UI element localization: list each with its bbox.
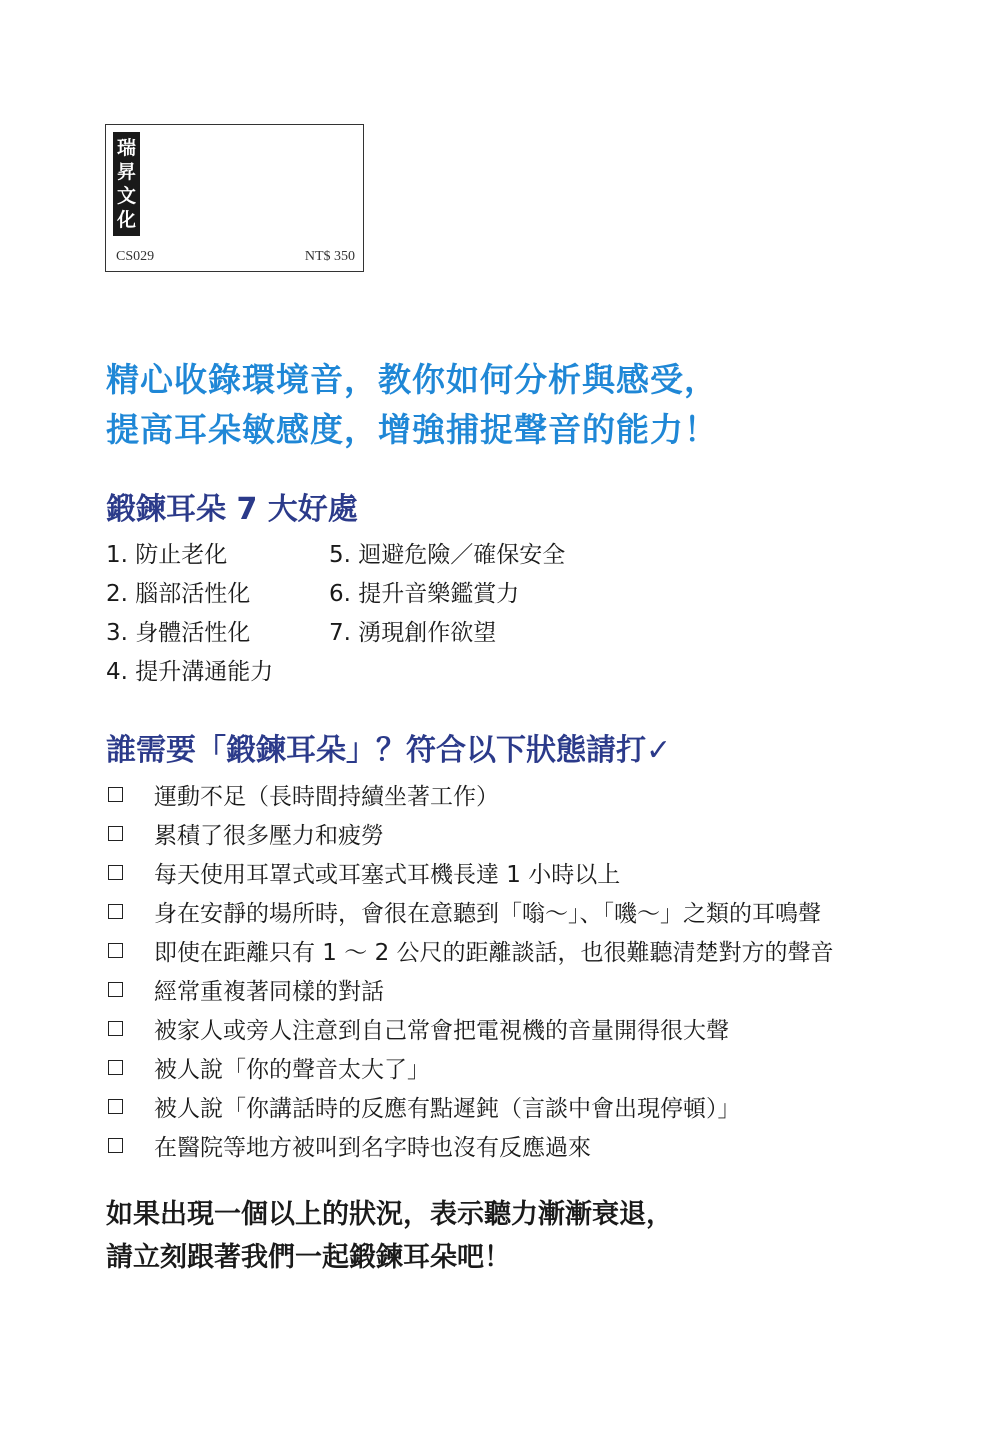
product-code: CS029 (116, 249, 155, 264)
benefit-item: 3. 身體活性化 (106, 620, 251, 646)
checklist-item (108, 934, 834, 967)
benefit-item: 2. 腦部活性化 (106, 581, 251, 607)
checklist-item (108, 973, 384, 1006)
benefit-item: 6. 提升音樂鑑賞力 (329, 581, 520, 607)
benefit-item: 5. 迴避危險／確保安全 (329, 542, 566, 568)
headline-line: 精心收錄環境音，教你如何分析與感受， (106, 360, 718, 399)
checklist-item (108, 1051, 430, 1084)
benefits-title: 鍛鍊耳朵 7 大好處 (106, 492, 358, 527)
checklist-title: 誰需要「鍛鍊耳朵」？符合以下狀態請打✓ (106, 733, 672, 768)
checkbox[interactable] (108, 1138, 123, 1153)
checklist-item (108, 895, 821, 928)
checklist-item (108, 1012, 729, 1045)
checkbox[interactable] (108, 1099, 123, 1114)
headline (106, 355, 718, 455)
checkbox[interactable] (108, 943, 123, 958)
checklist-item (108, 817, 384, 850)
checklist-item-label: 被人說「你的聲音太大了」 (154, 1057, 430, 1083)
checklist-item-label: 身在安靜的場所時，會很在意聽到「嗡～」、「嘰～」之類的耳鳴聲 (154, 901, 821, 927)
checklist-item-label: 每天使用耳罩式或耳塞式耳機長達 1 小時以上 (154, 862, 621, 888)
checklist-item-label: 被家人或旁人注意到自己常會把電視機的音量開得很大聲 (154, 1018, 729, 1044)
publisher-logo (113, 132, 140, 236)
conclusion (106, 1193, 673, 1279)
checklist-item (108, 1090, 741, 1123)
checklist-item-label: 經常重複著同樣的對話 (154, 979, 384, 1005)
conclusion-line: 請立刻跟著我們一起鍛鍊耳朵吧！ (106, 1242, 511, 1273)
checkbox[interactable] (108, 904, 123, 919)
benefit-item: 7. 湧現創作欲望 (329, 620, 497, 646)
benefit-item: 4. 提升溝通能力 (106, 659, 274, 685)
checkbox[interactable] (108, 826, 123, 841)
checkbox[interactable] (108, 865, 123, 880)
checkbox[interactable] (108, 982, 123, 997)
conclusion-line: 如果出現一個以上的狀況，表示聽力漸漸衰退， (106, 1199, 673, 1230)
checkbox[interactable] (108, 1021, 123, 1036)
checkbox[interactable] (108, 1060, 123, 1075)
price: NT$ 350 (304, 249, 355, 264)
publisher-logo-char: 瑞 (116, 137, 136, 159)
checklist-item (108, 856, 620, 889)
checklist-item-label: 被人說「你講話時的反應有點遲鈍（言談中會出現停頓）」 (154, 1096, 741, 1122)
checklist-item-label: 即使在距離只有 1 ～ 2 公尺的距離談話，也很難聽清楚對方的聲音 (154, 940, 834, 966)
checklist-item-label: 累積了很多壓力和疲勞 (154, 823, 384, 849)
publisher-logo-char: 昇 (116, 161, 136, 183)
checklist-item (108, 1129, 591, 1162)
publisher-info-box (105, 124, 364, 272)
checklist-item-label: 在醫院等地方被叫到名字時也沒有反應過來 (154, 1135, 591, 1161)
headline-line: 提高耳朵敏感度，增強捕捉聲音的能力！ (106, 410, 718, 449)
publisher-logo-char: 化 (116, 209, 136, 231)
checkbox[interactable] (108, 787, 123, 802)
checklist-item (108, 778, 499, 811)
checklist-item-label: 運動不足（長時間持續坐著工作） (154, 784, 499, 810)
benefit-item: 1. 防止老化 (106, 542, 228, 568)
publisher-logo-char: 文 (116, 185, 136, 207)
